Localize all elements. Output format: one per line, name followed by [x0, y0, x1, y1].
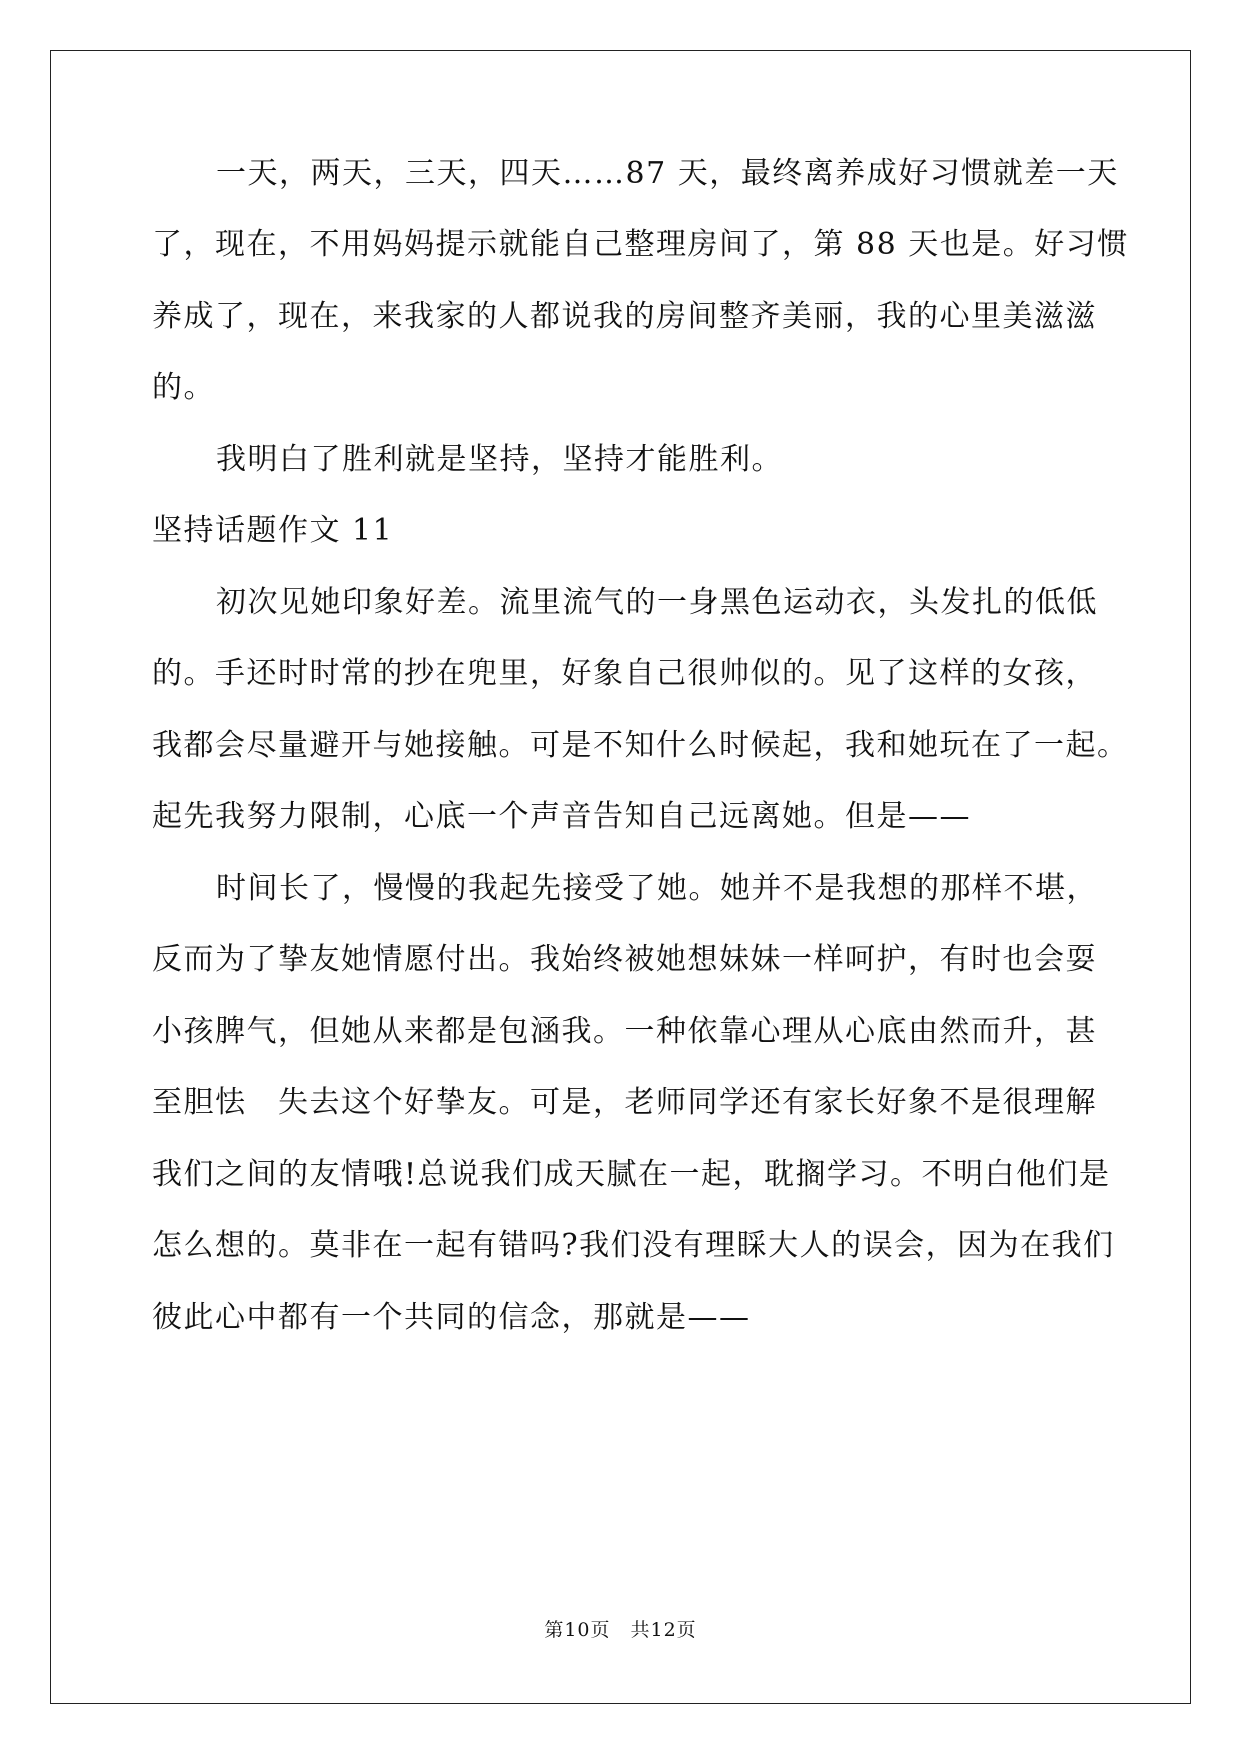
- paragraph-line: 彼此心中都有一个共同的信念，那就是——: [152, 1300, 751, 1335]
- paragraph-line: 我们之间的友情哦!总说我们成天腻在一起，耽搁学习。不明白他们是: [152, 1157, 1111, 1192]
- paragraph-line: 初次见她印象好差。流里流气的一身黑色运动衣，头发扎的低低: [216, 585, 1098, 620]
- section-heading: 坚持话题作文 11: [152, 513, 394, 548]
- paragraph-line: 时间长了，慢慢的我起先接受了她。她并不是我想的那样不堪，: [216, 871, 1098, 906]
- paragraph-line: 一天，两天，三天，四天……87 天，最终离养成好习惯就差一天: [216, 156, 1119, 191]
- paragraph-line: 至胆怯 失去这个好挚友。可是，老师同学还有家长好象不是很理解: [152, 1085, 1097, 1120]
- paragraph-line: 养成了，现在，来我家的人都说我的房间整齐美丽，我的心里美滋滋: [152, 299, 1097, 334]
- page-number-footer: 第10页 共12页: [544, 1619, 697, 1641]
- paragraph-line: 怎么想的。莫非在一起有错吗?我们没有理睬大人的误会，因为在我们: [152, 1228, 1115, 1263]
- paragraph-line: 了，现在，不用妈妈提示就能自己整理房间了，第 88 天也是。好习惯: [152, 227, 1129, 262]
- paragraph-line: 起先我努力限制，心底一个声音告知自己远离她。但是——: [152, 799, 971, 834]
- paragraph-line: 的。: [152, 370, 215, 405]
- paragraph-line: 我明白了胜利就是坚持，坚持才能胜利。: [216, 442, 783, 477]
- paragraph-line: 小孩脾气，但她从来都是包涵我。一种依靠心理从心底由然而升，甚: [152, 1014, 1097, 1049]
- paragraph-line: 反而为了挚友她情愿付出。我始终被她想妹妹一样呵护，有时也会耍: [152, 942, 1097, 977]
- paragraph-line: 的。手还时时常的抄在兜里，好象自己很帅似的。见了这样的女孩，: [152, 656, 1097, 691]
- paragraph-line: 我都会尽量避开与她接触。可是不知什么时候起，我和她玩在了一起。: [152, 728, 1129, 763]
